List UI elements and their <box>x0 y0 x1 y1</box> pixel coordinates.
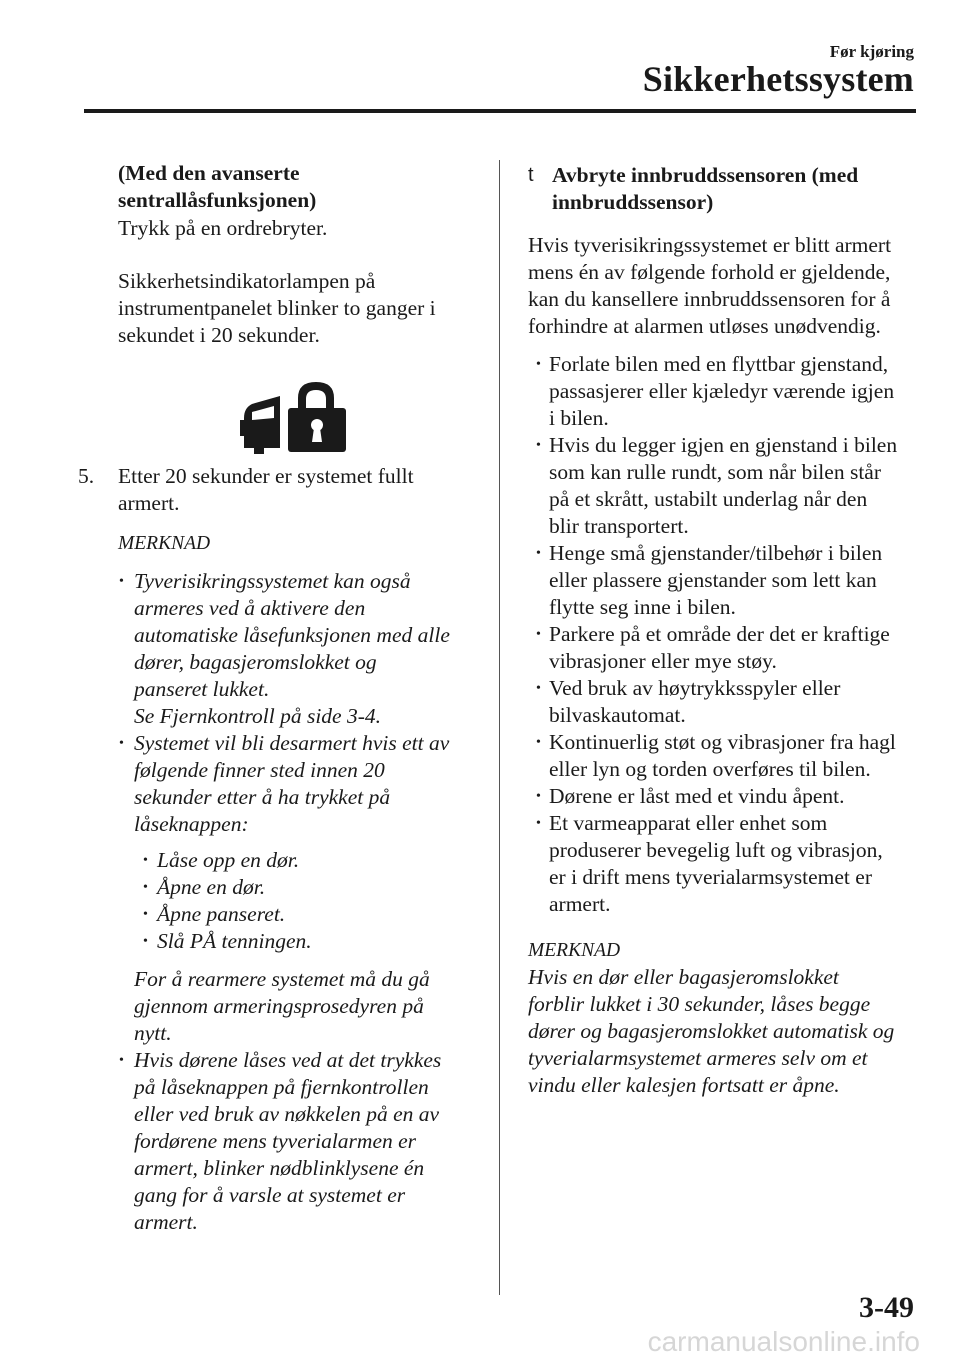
sub-item: Åpne en dør. <box>157 875 266 899</box>
note-b1-line: Tyverisikringssystemet kan også <box>134 569 411 593</box>
right-note-line: vindu eller kalesjen fortsatt er åpne. <box>528 1073 840 1097</box>
bullet-dot: • <box>143 907 148 922</box>
right-intro-line: kan du kansellere innbruddssensoren for å <box>528 287 891 311</box>
note-b3-line: gang for å varsle at systemet er <box>134 1183 406 1207</box>
bullet-dot: • <box>536 735 541 750</box>
right-intro-line: mens én av følgende forhold er gjeldende, <box>528 260 891 284</box>
sub-item: Låse opp en dør. <box>157 848 300 872</box>
bullet-dot: • <box>536 816 541 831</box>
bullet-dot: • <box>143 880 148 895</box>
right-intro-line: Hvis tyverisikringssystemet er blitt armert <box>528 233 892 257</box>
right-bullet-line: bilvaskautomat. <box>549 703 686 727</box>
bullet-dot: • <box>536 789 541 804</box>
note-b1-line: automatiske låsefunksjonen med alle <box>134 623 450 647</box>
note-b1-line: panseret lukket. <box>134 677 270 701</box>
bullet-dot: • <box>536 681 541 696</box>
left-para-2-line-2: instrumentpanelet blinker to ganger i <box>118 296 436 320</box>
bullet-dot: • <box>536 438 541 453</box>
note-b2-line: følgende finner sted innen 20 <box>134 758 385 782</box>
note-b3-line: eller ved bruk av nøkkelen på en av <box>134 1102 440 1126</box>
bullet-dot: • <box>536 627 541 642</box>
note-b2-line: Systemet vil bli desarmert hvis ett av <box>134 731 450 755</box>
right-bullet-line: blir transportert. <box>549 514 689 538</box>
section-title: Sikkerhetssystem <box>642 59 914 99</box>
right-bullet-line: flytte seg inne i bilen. <box>549 595 736 619</box>
right-note-line: forblir lukket i 30 sekunder, låses begge <box>528 992 871 1016</box>
sub-item: Åpne panseret. <box>157 902 286 926</box>
right-bullet-line: på et skrått, ustabilt underlag når den <box>549 487 868 511</box>
left-heading-line-2: sentrallåsfunksjonen) <box>118 188 317 212</box>
right-note-line: tyverialarmsystemet armeres selv om et <box>528 1046 868 1070</box>
right-bullet-line: passasjerer eller kjæledyr værende igjen <box>549 379 895 403</box>
rearm-line: gjennom armeringsprosedyren på <box>134 994 424 1018</box>
note-b3-line: armert. <box>134 1210 198 1234</box>
security-indicator-lock-icon <box>240 380 348 456</box>
right-bullet-line: Et varmeapparat eller enhet som <box>549 811 828 835</box>
note-b1-line: Se Fjernkontroll på side 3-4. <box>134 704 382 728</box>
right-bullet-line: eller plassere gjenstander som lett kan <box>549 568 877 592</box>
header-rule <box>84 109 916 113</box>
footer-watermark: carmanualsonline.info <box>647 1326 920 1357</box>
right-bullet-line: Henge små gjenstander/tilbehør i bilen <box>549 541 883 565</box>
right-note-title: MERKNAD <box>528 940 621 961</box>
step-number: 5. <box>78 464 95 488</box>
note-b2-line: sekunder etter å ha trykket på <box>134 785 391 809</box>
right-bullet-line: vibrasjoner eller mye støy. <box>549 649 777 673</box>
page-number: 3-49 <box>859 1291 914 1324</box>
right-bullet-line: eller lyn og torden overføres til bilen. <box>549 757 871 781</box>
note-b3-line: på låseknappen på fjernkontrollen <box>134 1075 429 1099</box>
right-bullet-line: Forlate bilen med en flyttbar gjenstand, <box>549 352 889 376</box>
right-note-line: Hvis en dør eller bagasjeromslokket <box>528 965 839 989</box>
right-intro-line: forhindre at alarmen utløses unødvendig. <box>528 314 881 338</box>
note-b1-line: dører, bagasjeromslokket og <box>134 650 377 674</box>
note-b3-line: fordørene mens tyverialarmen er <box>134 1129 417 1153</box>
note-b3-line: Hvis dørene låses ved at det trykkes <box>134 1048 442 1072</box>
right-bullet-line: Ved bruk av høytrykksspyler eller <box>549 676 841 700</box>
bullet-dot: • <box>143 934 148 949</box>
right-heading-line-2: innbruddssensor) <box>552 190 714 214</box>
right-bullet-line: i bilen. <box>549 406 609 430</box>
right-bullet-line: Parkere på et område der det er kraftige <box>549 622 890 646</box>
right-bullet-line: Kontinuerlig støt og vibrasjoner fra hagl <box>549 730 896 754</box>
left-para-2-line-3: sekundet i 20 sekunder. <box>118 323 320 347</box>
note-b1-line: armeres ved å aktivere den <box>134 596 366 620</box>
right-bullet-line: er i drift mens tyverialarmsystemet er <box>549 865 872 889</box>
left-para-1: Trykk på en ordrebryter. <box>118 216 328 240</box>
sub-item: Slå PÅ tenningen. <box>157 929 312 953</box>
right-bullet-line: som kan rulle rundt, som når bilen står <box>549 460 881 484</box>
left-para-2-line-1: Sikkerhetsindikatorlampen på <box>118 269 376 293</box>
section-marker: t <box>528 164 534 186</box>
right-note-line: dører og bagasjeromslokket automatisk og <box>528 1019 895 1043</box>
rearm-line: nytt. <box>134 1021 172 1045</box>
right-bullet-line: Dørene er låst med et vindu åpent. <box>549 784 845 808</box>
right-bullet-line: Hvis du legger igjen en gjenstand i bilen <box>549 433 898 457</box>
note-b2-line: låseknappen: <box>134 812 249 836</box>
bullet-dot: • <box>536 357 541 372</box>
step-line-2: armert. <box>118 491 180 515</box>
note-b3-line: armert, blinker nødblinklysene én <box>134 1156 425 1180</box>
right-bullet-line: produserer bevegelig luft og vibrasjon, <box>549 838 883 862</box>
bullet-dot: • <box>119 736 124 751</box>
column-divider <box>499 160 500 1295</box>
rearm-line: For å rearmere systemet må du gå <box>134 967 430 991</box>
step-line-1: Etter 20 sekunder er systemet fullt <box>118 464 414 488</box>
left-heading-line-1: (Med den avanserte <box>118 161 300 185</box>
section-subtitle: Før kjøring <box>829 42 914 61</box>
bullet-dot: • <box>119 1053 124 1068</box>
bullet-dot: • <box>536 546 541 561</box>
right-bullet-line: armert. <box>549 892 611 916</box>
bullet-dot: • <box>119 574 124 589</box>
left-note-title: MERKNAD <box>118 533 211 554</box>
right-heading-line-1: Avbryte innbruddssensoren (med <box>552 163 859 187</box>
bullet-dot: • <box>143 853 148 868</box>
